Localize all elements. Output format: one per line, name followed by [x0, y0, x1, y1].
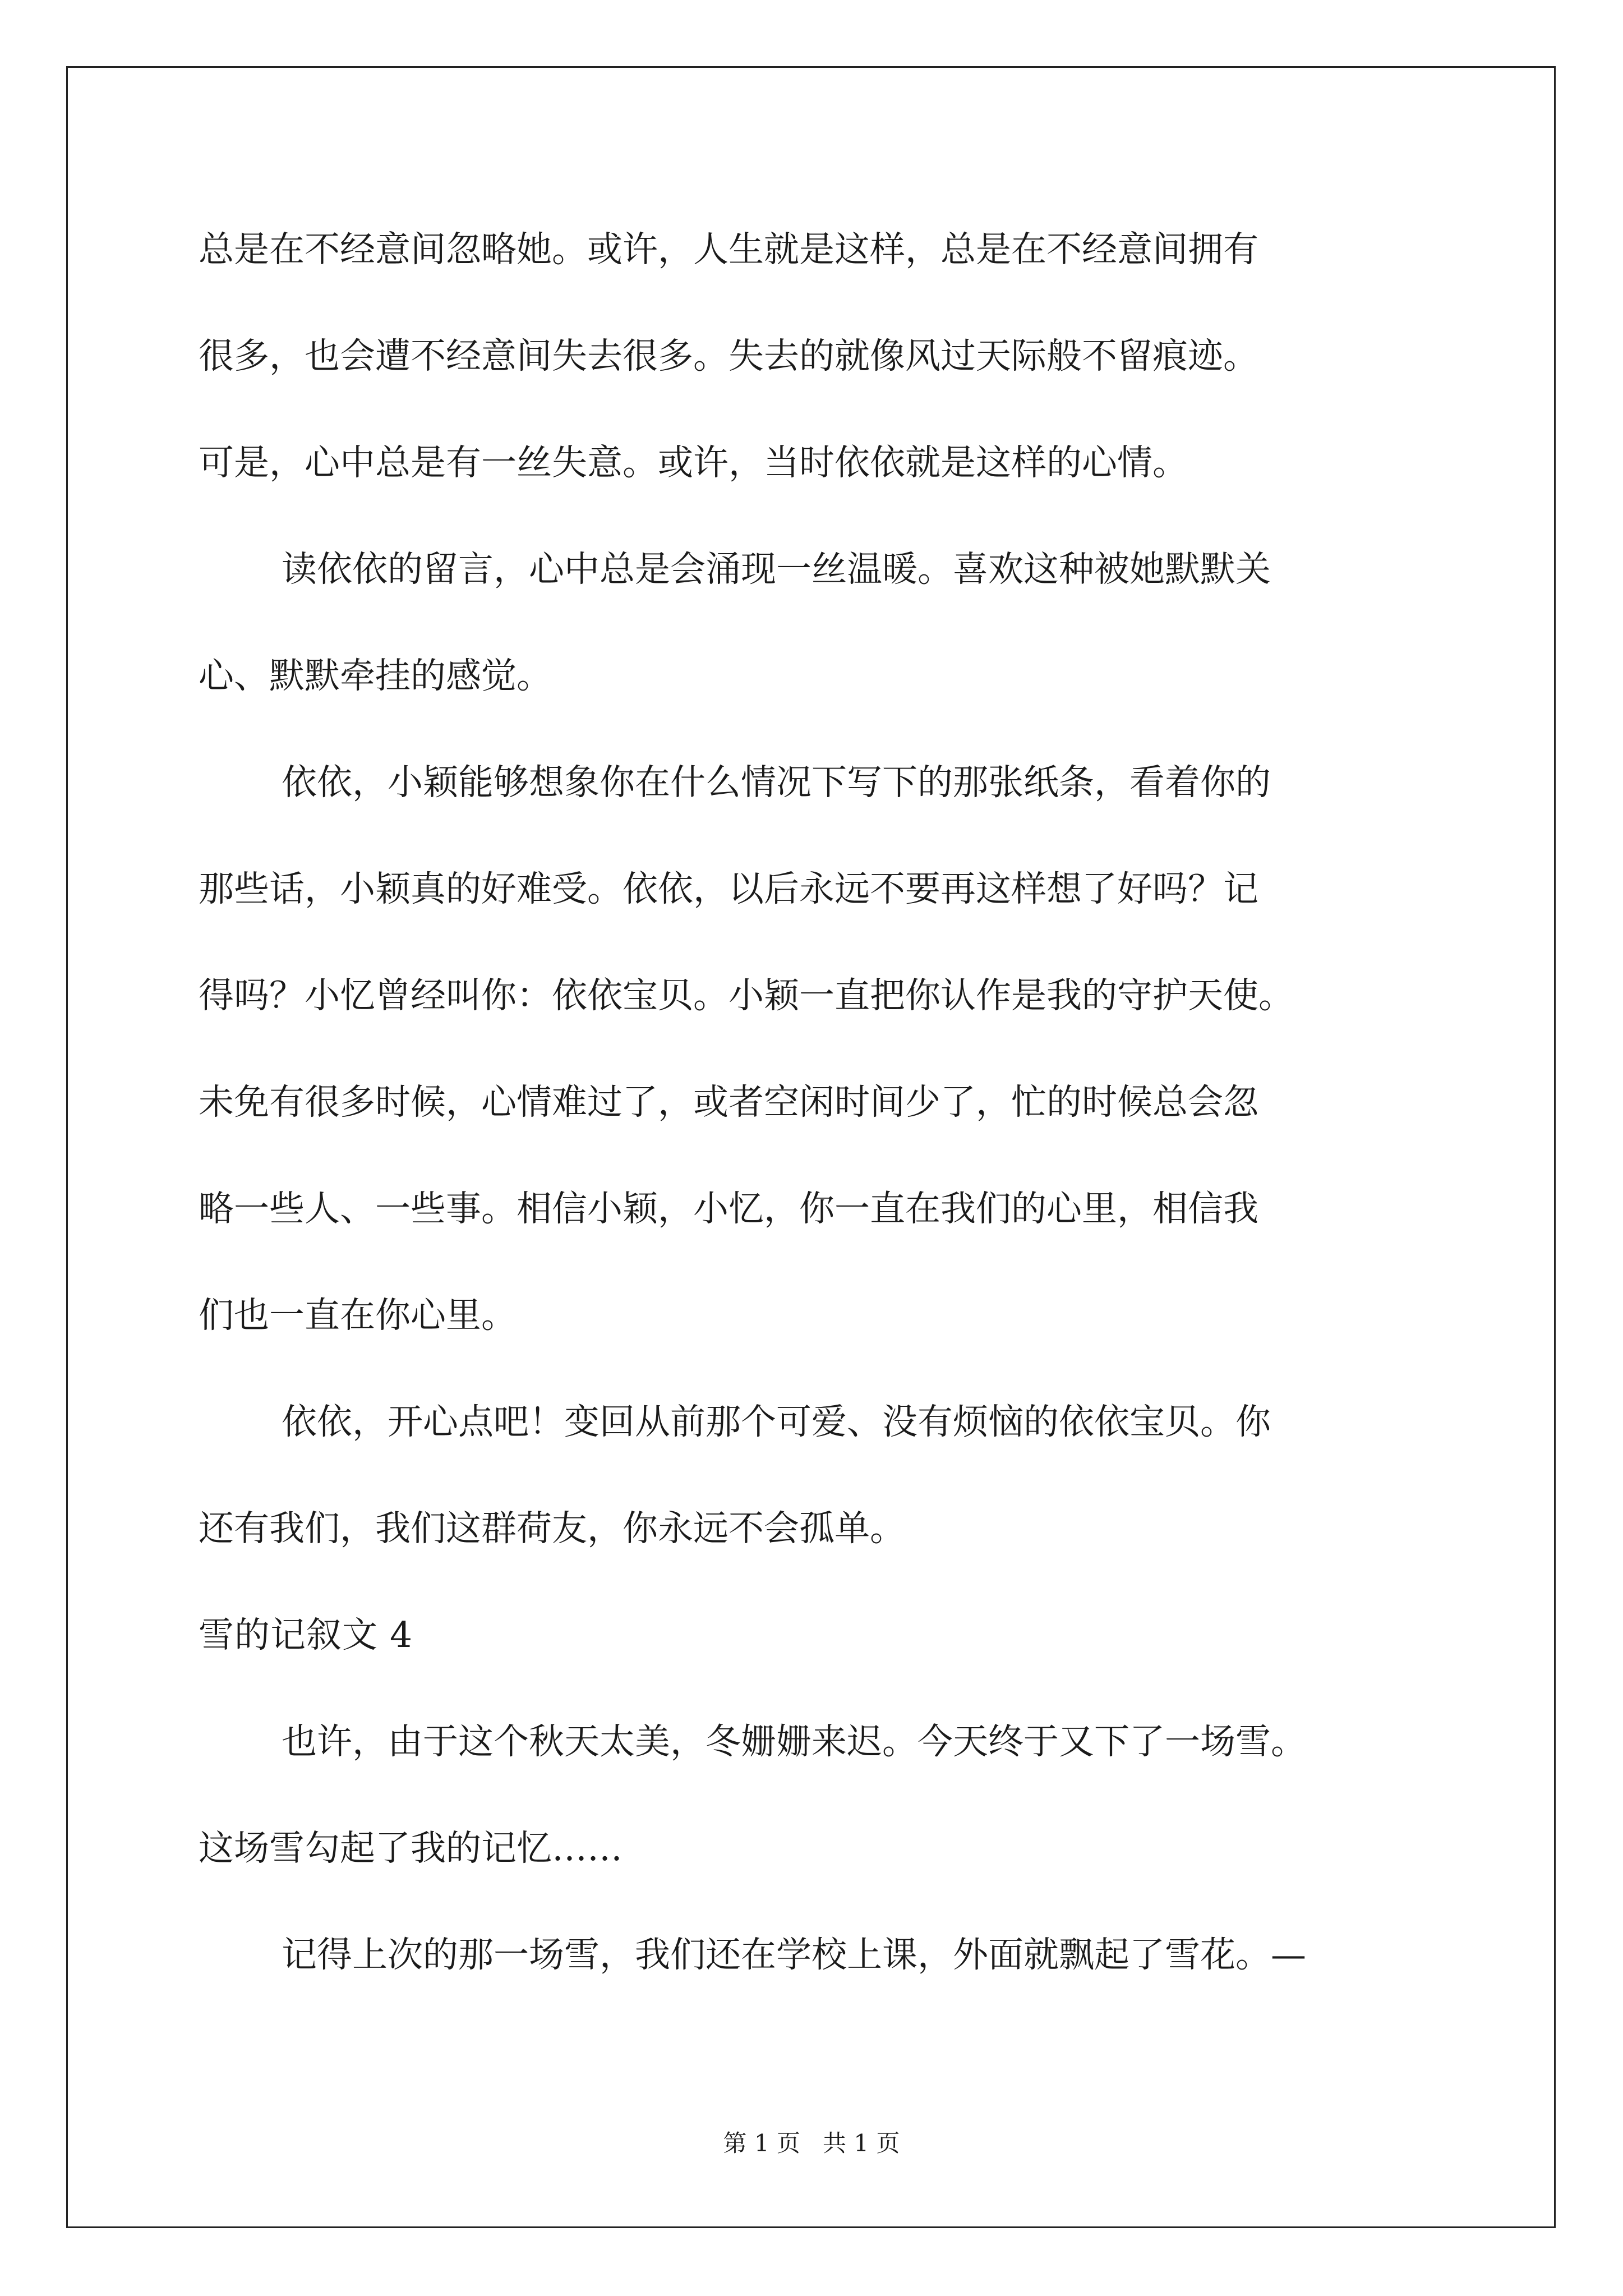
- text-line: 们也一直在你心里。: [199, 1295, 517, 1336]
- text-line: 总是在不经意间忽略她。或许，人生就是这样，总是在不经意间拥有: [199, 229, 1258, 270]
- text-line: 还有我们，我们这群荷友，你永远不会孤单。: [199, 1508, 905, 1549]
- paragraph-start-line: 记得上次的那一场雪，我们还在学校上课，外面就飘起了雪花。—: [282, 1934, 1306, 1975]
- text-line: 那些话，小颖真的好难受。依依，以后永远不要再这样想了好吗？记: [199, 868, 1258, 909]
- text-line: 很多，也会遭不经意间失去很多。失去的就像风过天际般不留痕迹。: [199, 335, 1258, 376]
- page-number-footer: 第 1 页 共 1 页: [723, 2129, 900, 2157]
- paragraph-start-line: 读依依的留言，心中总是会涌现一丝温暖。喜欢这种被她默默关: [282, 549, 1271, 590]
- document-body: [199, 196, 1449, 2008]
- text-line: 这场雪勾起了我的记忆……: [199, 1828, 623, 1869]
- text-line: 得吗？小忆曾经叫你：依依宝贝。小颖一直把你认作是我的守护天使。: [199, 975, 1294, 1016]
- paragraph-start-line: 也许，由于这个秋天太美，冬姗姗来迟。今天终于又下了一场雪。: [282, 1721, 1306, 1762]
- text-line: 略一些人、一些事。相信小颖，小忆，你一直在我们的心里，相信我: [199, 1188, 1258, 1229]
- text-line: 可是，心中总是有一丝失意。或许，当时依依就是这样的心情。: [199, 442, 1188, 483]
- paragraph-start-line: 依依，小颖能够想象你在什么情况下写下的那张纸条，看着你的: [282, 762, 1271, 803]
- paragraph-start-line: 依依，开心点吧！变回从前那个可爱、没有烦恼的依依宝贝。你: [282, 1401, 1271, 1442]
- text-line: 未免有很多时候，心情难过了，或者空闲时间少了，忙的时候总会忽: [199, 1082, 1258, 1122]
- section-heading: 雪的记叙文 4: [199, 1614, 413, 1655]
- text-line: 心、默默牵挂的感觉。: [199, 655, 552, 696]
